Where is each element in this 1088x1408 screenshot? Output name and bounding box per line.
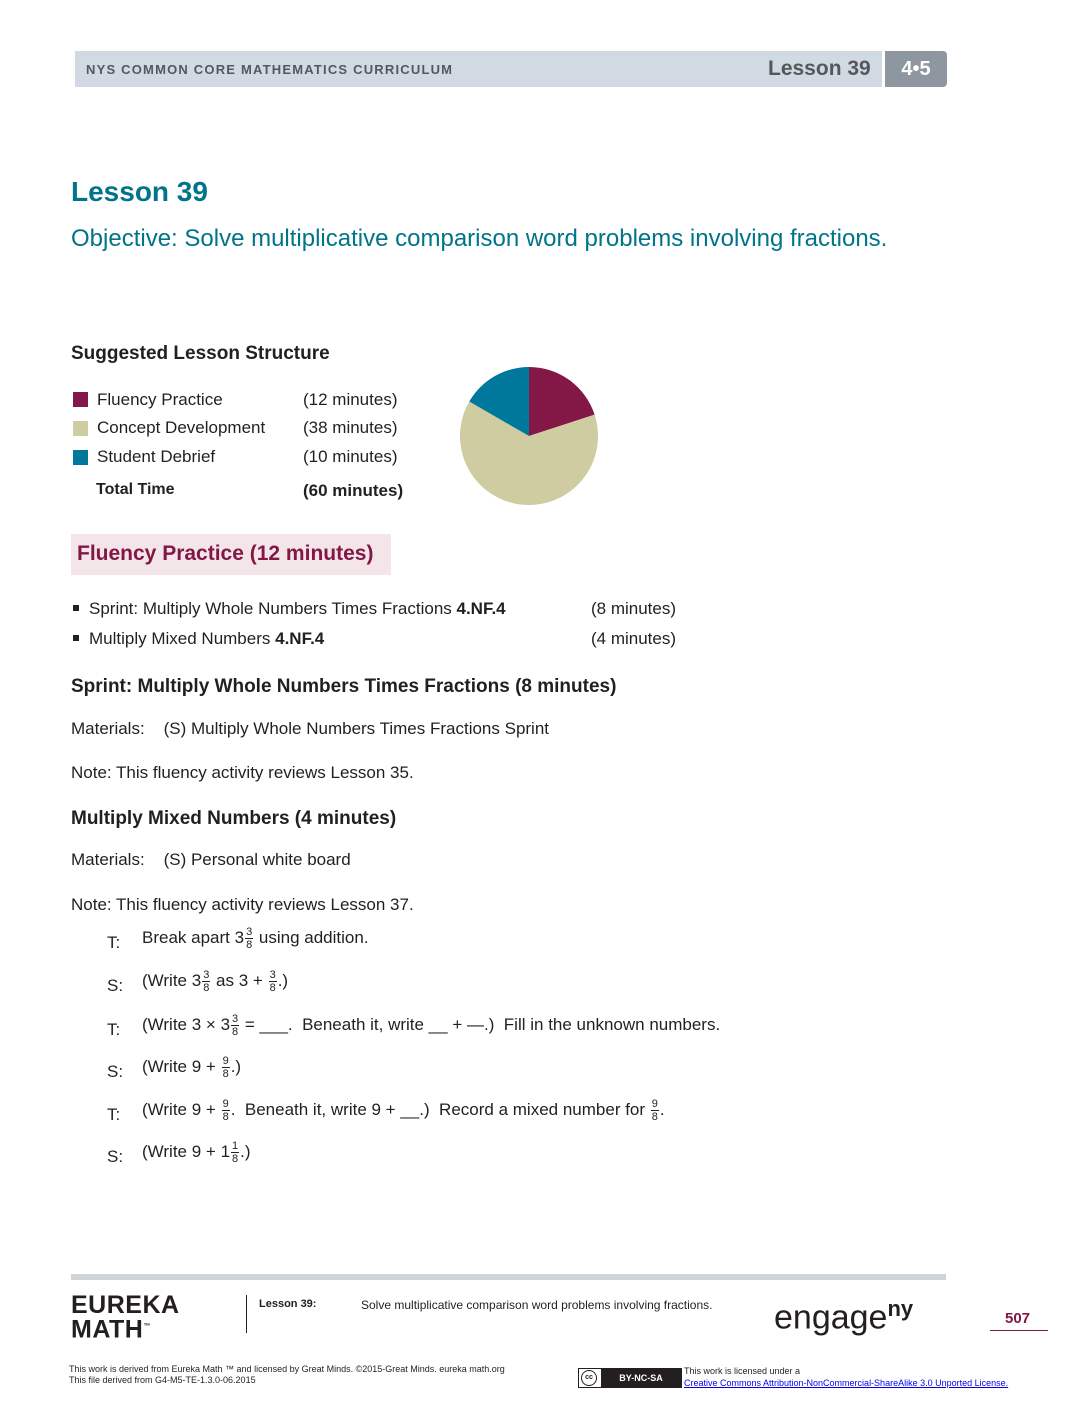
footer-derived-2: This file derived from G4-M5-TE-1.3.0-06.2015 [69,1375,256,1385]
legend-swatch-fluency [73,392,88,407]
module-badge: 4•5 [885,51,947,87]
bullet [73,605,79,611]
dialogue-speaker: T: [107,1105,121,1124]
fluency-item-sprint-time: (8 minutes) [591,599,677,618]
bullet [73,635,79,641]
footer-lesson-desc: Solve multiplicative comparison word problems involving fractions. [361,1298,713,1312]
license-link[interactable]: Creative Commons Attribution-NonCommercial-ShareAlike 3.0 Unported License. [684,1378,1009,1388]
legend-time-fluency: (12 minutes) [303,390,398,409]
objective: Objective: Solve multiplicative comparison word problems involving fractions. [71,225,888,252]
dialogue-line: Break apart 3 $\frac{3}{8}$ using addition. [142,926,369,951]
eureka-math-logo: EUREKA MATH™ [71,1291,180,1344]
dialogue-speaker: S: [107,976,124,995]
legend-time-debrief: (10 minutes) [303,447,398,466]
license-line-1: This work is licensed under a [684,1366,801,1376]
dialogue-speaker: S: [107,1062,124,1081]
dialogue-speaker: T: [107,933,121,952]
header-lesson: Lesson 39 [768,57,871,80]
structure-heading: Suggested Lesson Structure [71,343,330,364]
legend-label-debrief: Student Debrief [97,447,216,466]
total-label: Total Time [96,481,175,498]
dialogue-line: (Write 9 + $\frac{9}{8}$ . Beneath it, write 9 + __.) Record a mixed number for $\frac{9}{8}$ . [142,1098,665,1123]
sprint-materials: Materials: (S) Multiply Whole Numbers Times Fractions Sprint [71,719,550,738]
mixed-heading: Multiply Mixed Numbers (4 minutes) [71,808,397,829]
footer-divider [246,1295,247,1333]
total-time: (60 minutes) [303,481,404,500]
fluency-item-mixed-time: (4 minutes) [591,629,677,648]
dialogue-line: (Write 3 × 3 $\frac{3}{8}$ = ___. Beneath it, write __ + —.) Fill in the unknown numbers. [142,1013,721,1038]
dialogue-line: (Write 3 $\frac{3}{8}$ as 3 + $\frac{3}{8}$ .) [142,969,289,994]
page-number-rule [990,1330,1048,1331]
page-number: 507 [1005,1310,1031,1327]
footer-bar [71,1274,946,1280]
dialogue-line: (Write 9 + $\frac{9}{8}$ .) [142,1055,242,1080]
mixed-materials: Materials: (S) Personal white board [71,850,351,869]
mixed-note: Note: This fluency activity reviews Lesson 37. [71,895,414,914]
footer-lesson-label: Lesson 39: [259,1298,317,1310]
footer-derived-1: This work is derived from Eureka Math ™ and licensed by Great Minds. ©2015-Great Minds. eureka math.org [69,1364,505,1374]
legend-time-concept: (38 minutes) [303,418,398,437]
dialogue-line: (Write 9 + 1 $\frac{1}{8}$ .) [142,1140,251,1165]
fluency-item-mixed: Multiply Mixed Numbers 4.NF.4 [89,629,325,648]
legend-label-fluency: Fluency Practice [97,390,223,409]
legend-swatch-debrief [73,450,88,465]
sprint-note: Note: This fluency activity reviews Lesson 35. [71,763,414,782]
legend-label-concept: Concept Development [97,418,266,437]
legend-swatch-concept [73,421,88,436]
sprint-heading: Sprint: Multiply Whole Numbers Times Fractions (8 minutes) [71,676,617,697]
fluency-title: Fluency Practice (12 minutes) [77,542,374,565]
lesson-structure-pie [459,366,599,506]
dialogue-speaker: S: [107,1147,124,1166]
lesson-title: Lesson 39 [71,176,208,207]
cc-badge-text: BY-NC-SA [601,1369,681,1387]
fluency-item-sprint: Sprint: Multiply Whole Numbers Times Fractions 4.NF.4 [89,599,506,618]
engageny-logo: engage$^{ny}$ [774,1296,914,1337]
cc-license-badge [578,1368,682,1388]
curriculum-title: NYS COMMON CORE MATHEMATICS CURRICULUM [86,62,454,77]
dialogue-speaker: T: [107,1020,121,1039]
cc-icon: cc [581,1370,597,1386]
